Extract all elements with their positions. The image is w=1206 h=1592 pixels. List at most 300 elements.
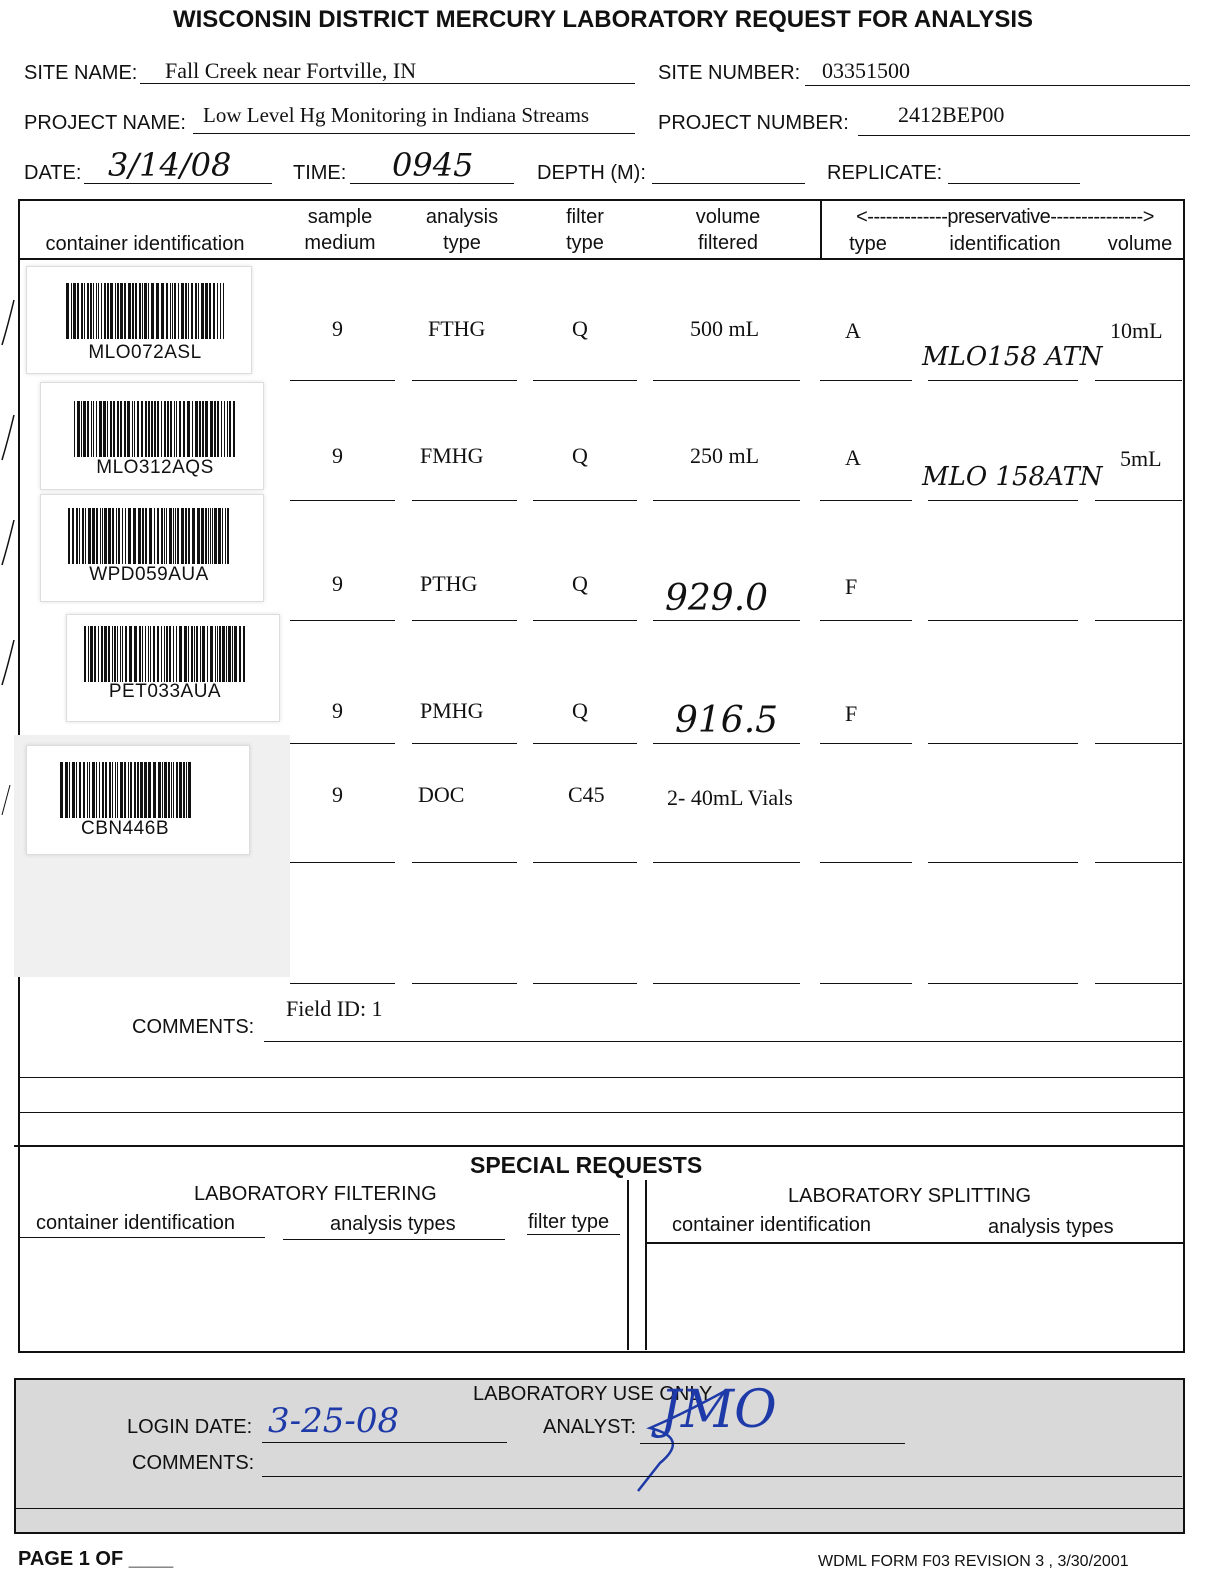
barcode-bar	[128, 762, 129, 818]
row-underline	[653, 983, 800, 984]
barcode-bar	[222, 508, 223, 564]
row-underline	[533, 500, 637, 501]
row1-pres-type: A	[845, 318, 861, 343]
barcode-bar	[138, 508, 141, 564]
barcode-bar	[145, 508, 147, 564]
row-underline	[412, 983, 517, 984]
replicate-label: REPLICATE:	[827, 162, 943, 184]
row5-filter: C45	[568, 782, 605, 807]
barcode-bar	[144, 762, 147, 818]
barcode-bar	[122, 626, 123, 682]
barcode-bar	[186, 762, 187, 818]
barcode-bar	[229, 401, 231, 457]
barcode-bar	[134, 626, 137, 682]
barcode-bar	[154, 401, 156, 457]
row-underline	[820, 983, 912, 984]
barcode-bar	[99, 762, 100, 818]
barcode-bar	[174, 401, 175, 457]
barcode-bar	[109, 762, 111, 818]
barcode-bar	[201, 508, 204, 564]
barcode-bar	[223, 283, 224, 339]
row-underline	[820, 380, 912, 381]
barcode-bar	[104, 508, 107, 564]
row-underline	[533, 862, 637, 863]
barcode-bar	[188, 626, 189, 682]
project-name-label: PROJECT NAME:	[24, 112, 186, 134]
row1-pres-id: MLO158 ATN	[922, 342, 1103, 372]
barcode-bar	[139, 283, 141, 339]
barcode-bar	[176, 762, 178, 818]
barcode-bar	[179, 401, 181, 457]
barcode-bar	[243, 626, 245, 682]
barcode-bar	[100, 508, 101, 564]
lab-splitting-title: LABORATORY SPLITTING	[788, 1185, 1032, 1207]
barcode-bar	[148, 401, 150, 457]
barcode-bar	[104, 626, 107, 682]
barcode-bar	[94, 626, 96, 682]
barcode-bar	[197, 508, 200, 564]
barcode-bar	[128, 283, 131, 339]
barcode-bar	[107, 401, 108, 457]
barcode-bar	[166, 508, 167, 564]
barcode-bar	[142, 283, 143, 339]
barcode-bar	[183, 401, 185, 457]
col-analysis-type: analysis type	[425, 206, 499, 254]
site-name-value[interactable]: Fall Creek near Fortville, IN	[165, 58, 417, 83]
barcode-bar	[96, 762, 97, 818]
barcode-bar	[77, 401, 80, 457]
barcode-bar	[145, 401, 147, 457]
barcode-bar	[66, 283, 69, 339]
barcode-bar	[148, 283, 149, 339]
lab-filtering-container-col: container identification	[36, 1212, 236, 1234]
barcode-bar	[116, 508, 117, 564]
site-number-label: SITE NUMBER:	[658, 62, 801, 84]
barcode-bar	[129, 626, 132, 682]
barcode-bar	[141, 401, 143, 457]
barcode-bar	[88, 626, 89, 682]
barcode-bar	[164, 401, 166, 457]
barcode-bar	[115, 283, 116, 339]
barcode-bar	[117, 401, 119, 457]
barcode-bar	[185, 283, 187, 339]
barcode-bar	[76, 762, 77, 818]
col-pres-volume: volume	[1107, 233, 1173, 255]
barcode-bar	[195, 401, 198, 457]
barcode-bar	[96, 401, 97, 457]
barcode-bar	[191, 283, 193, 339]
barcode-bar	[232, 626, 233, 682]
barcode-bar	[60, 762, 63, 818]
barcode-bar	[148, 762, 151, 818]
form-title: WISCONSIN DISTRICT MERCURY LABORATORY REQUEST FOR ANALYSIS	[172, 6, 1034, 33]
row-underline	[290, 620, 395, 621]
barcode-bar	[69, 762, 70, 818]
row-underline	[820, 862, 912, 863]
barcode-bar	[130, 762, 132, 818]
lab-filtering-analysis-col: analysis types	[330, 1213, 456, 1235]
row2-pres-type: A	[845, 445, 861, 470]
barcode-bar	[215, 626, 216, 682]
row-underline	[928, 620, 1078, 621]
barcode-bar	[96, 508, 98, 564]
barcode-bar	[171, 762, 172, 818]
barcode-bar	[84, 626, 86, 682]
barcode-bar	[90, 283, 92, 339]
row-underline	[928, 500, 1078, 501]
row4-volume-filtered: 916.5	[675, 700, 779, 741]
barcode-bar	[103, 401, 106, 457]
barcode-bar	[217, 283, 218, 339]
barcode-bar	[173, 626, 174, 682]
container-id-1: MLO072ASL	[88, 342, 202, 363]
barcode-bar	[93, 401, 94, 457]
barcode-bar	[98, 626, 99, 682]
barcode-bar	[161, 626, 162, 682]
barcode-bar	[173, 762, 174, 818]
comments-label: COMMENTS:	[132, 1016, 255, 1038]
col-volume-filtered: volume filtered	[695, 206, 761, 254]
row-underline	[1095, 983, 1182, 984]
barcode-bar	[199, 401, 201, 457]
barcode-bar	[233, 401, 235, 457]
barcode-4	[84, 626, 246, 682]
comments-value[interactable]: Field ID: 1	[286, 996, 383, 1021]
barcode-bar	[210, 626, 213, 682]
signature-stroke	[630, 1383, 740, 1495]
barcode-bar	[92, 762, 95, 818]
barcode-bar	[148, 626, 149, 682]
row3-analysis: PTHG	[420, 571, 478, 596]
barcode-bar	[137, 762, 139, 818]
barcode-2	[74, 401, 236, 457]
barcode-bar	[220, 283, 221, 339]
row-underline	[820, 743, 912, 744]
barcode-bar	[142, 626, 143, 682]
row1-analysis: FTHG	[428, 316, 486, 341]
barcode-bar	[195, 283, 197, 339]
barcode-bar	[127, 401, 130, 457]
barcode-bar	[187, 401, 190, 457]
barcode-bar	[91, 401, 92, 457]
row-underline	[928, 862, 1078, 863]
analyst-label: ANALYST:	[543, 1416, 636, 1438]
barcode-bar	[175, 508, 176, 564]
time-value[interactable]: 0945	[392, 146, 474, 184]
barcode-bar	[178, 283, 179, 339]
row-underline	[928, 380, 1078, 381]
barcode-bar	[205, 508, 207, 564]
row-underline	[928, 983, 1078, 984]
row-underline	[653, 380, 800, 381]
barcode-bar	[222, 626, 225, 682]
row-underline	[533, 380, 637, 381]
barcode-bar	[124, 401, 126, 457]
barcode-bar	[209, 283, 211, 339]
barcode-bar	[166, 283, 168, 339]
barcode-bar	[115, 762, 116, 818]
lab-filtering-title: LABORATORY FILTERING	[194, 1183, 437, 1205]
row1-medium: 9	[332, 316, 343, 341]
barcode-bar	[164, 626, 165, 682]
barcode-bar	[128, 508, 131, 564]
barcode-bar	[68, 508, 70, 564]
date-label: DATE:	[24, 162, 82, 184]
row3-medium: 9	[332, 571, 343, 596]
barcode-bar	[161, 401, 162, 457]
barcode-bar	[90, 626, 93, 682]
row3-pres-type: F	[845, 574, 858, 599]
row-underline	[412, 620, 517, 621]
row2-analysis: FMHG	[420, 443, 484, 468]
barcode-bar	[201, 283, 204, 339]
barcode-bar	[228, 626, 231, 682]
barcode-bar	[157, 401, 159, 457]
margin-marks	[0, 280, 20, 840]
barcode-bar	[174, 283, 176, 339]
barcode-bar	[169, 626, 171, 682]
barcode-bar	[108, 626, 110, 682]
barcode-bar	[214, 401, 216, 457]
date-value[interactable]: 3/14/08	[108, 146, 232, 184]
col-preservative: <-------------preservative--------------->	[856, 206, 1154, 228]
barcode-bar	[125, 508, 126, 564]
barcode-bar	[135, 283, 137, 339]
barcode-bar	[200, 626, 201, 682]
container-id-2: MLO312AQS	[96, 457, 214, 478]
row3-filter: Q	[572, 571, 588, 596]
barcode-bar	[170, 283, 171, 339]
row-underline	[533, 983, 637, 984]
barcode-bar	[176, 626, 177, 682]
barcode-bar	[120, 762, 123, 818]
barcode-bar	[72, 762, 75, 818]
barcode-bar	[93, 283, 94, 339]
barcode-bar	[192, 508, 195, 564]
barcode-bar	[65, 762, 68, 818]
row-underline	[928, 743, 1078, 744]
barcode-bar	[188, 762, 191, 818]
row-underline	[1095, 620, 1182, 621]
analyst-signature[interactable]: JMO	[660, 1380, 777, 1440]
barcode-bar	[173, 508, 174, 564]
barcode-bar	[101, 626, 103, 682]
barcode-bar	[110, 401, 112, 457]
barcode-bar	[87, 401, 89, 457]
barcode-bar	[167, 401, 169, 457]
barcode-bar	[85, 508, 86, 564]
barcode-bar	[202, 401, 204, 457]
barcode-bar	[98, 283, 99, 339]
barcode-bar	[117, 762, 118, 818]
barcode-bar	[181, 283, 184, 339]
barcode-1	[66, 283, 226, 339]
barcode-bar	[112, 626, 113, 682]
container-id-5: CBN446B	[81, 818, 169, 839]
barcode-bar	[205, 401, 208, 457]
barcode-bar	[198, 283, 199, 339]
barcode-bar	[72, 508, 74, 564]
barcode-bar	[188, 283, 189, 339]
row1-pres-volume: 10mL	[1110, 318, 1163, 343]
form-id: WDML FORM F03 REVISION 3 , 3/30/2001	[818, 1553, 1129, 1570]
barcode-bar	[217, 626, 218, 682]
barcode-bar	[118, 508, 120, 564]
barcode-bar	[84, 283, 85, 339]
barcode-bar	[183, 762, 185, 818]
barcode-bar	[157, 508, 159, 564]
row-underline	[290, 380, 395, 381]
row-underline	[412, 500, 517, 501]
barcode-bar	[145, 626, 146, 682]
barcode-bar	[144, 283, 147, 339]
row-underline	[653, 500, 800, 501]
barcode-bar	[117, 283, 119, 339]
barcode-bar	[161, 508, 163, 564]
barcode-bar	[83, 401, 86, 457]
row4-analysis: PMHG	[420, 698, 484, 723]
row-underline	[653, 862, 800, 863]
barcode-bar	[125, 626, 127, 682]
barcode-bar	[87, 283, 89, 339]
barcode-bar	[73, 283, 76, 339]
barcode-bar	[162, 762, 163, 818]
barcode-bar	[79, 508, 80, 564]
row2-pres-volume: 5mL	[1120, 446, 1162, 471]
login-date-value[interactable]: 3-25-08	[268, 1401, 400, 1441]
barcode-bar	[179, 626, 182, 682]
barcode-bar	[112, 762, 113, 818]
barcode-bar	[239, 626, 241, 682]
row3-volume-filtered: 929.0	[665, 578, 769, 619]
barcode-bar	[168, 762, 170, 818]
barcode-bar	[134, 762, 136, 818]
barcode-bar	[89, 762, 90, 818]
barcode-bar	[137, 401, 139, 457]
row-underline	[412, 380, 517, 381]
row-underline	[412, 862, 517, 863]
row-underline	[290, 862, 395, 863]
barcode-bar	[77, 283, 79, 339]
row2-pres-id: MLO 158ATN	[922, 462, 1103, 492]
row-underline	[290, 983, 395, 984]
site-number-value[interactable]: 03351500	[822, 58, 910, 83]
project-name-value[interactable]: Low Level Hg Monitoring in Indiana Streams	[203, 103, 590, 127]
barcode-bar	[82, 508, 84, 564]
row-underline	[653, 620, 800, 621]
barcode-bar	[192, 401, 193, 457]
barcode-bar	[81, 401, 82, 457]
lab-splitting-container-col: container identification	[672, 1214, 872, 1236]
barcode-bar	[87, 762, 88, 818]
row2-filter: Q	[572, 443, 588, 468]
barcode-bar	[226, 626, 227, 682]
col-filter-type: filter type	[566, 206, 604, 254]
barcode-bar	[188, 508, 190, 564]
barcode-bar	[158, 762, 161, 818]
barcode-bar	[212, 508, 213, 564]
barcode-bar	[112, 508, 114, 564]
barcode-bar	[169, 508, 172, 564]
lab-comments-label: COMMENTS:	[132, 1452, 255, 1474]
barcode-bar	[88, 508, 91, 564]
barcode-bar	[110, 283, 113, 339]
barcode-bar	[170, 401, 172, 457]
barcode-bar	[177, 508, 179, 564]
barcode-bar	[221, 401, 222, 457]
barcode-bar	[208, 508, 209, 564]
barcode-bar	[164, 762, 167, 818]
row-underline	[1095, 862, 1182, 863]
barcode-bar	[196, 626, 198, 682]
barcode-bar	[185, 508, 187, 564]
barcode-bar	[83, 762, 85, 818]
lab-use-title: LABORATORY USE ONLY	[473, 1383, 713, 1405]
barcode-bar	[227, 508, 229, 564]
barcode-bar	[210, 401, 213, 457]
special-requests-title: SPECIAL REQUESTS	[470, 1152, 703, 1178]
row2-volume-filtered: 250 mL	[690, 443, 760, 468]
col-pres-type: type	[849, 233, 887, 255]
barcode-bar	[99, 401, 102, 457]
barcode-bar	[81, 283, 83, 339]
barcode-bar	[122, 508, 123, 564]
row4-pres-type: F	[845, 701, 858, 726]
row-underline	[653, 743, 800, 744]
barcode-bar	[217, 401, 219, 457]
barcode-bar	[114, 626, 116, 682]
container-id-4: PET033AUA	[108, 681, 222, 702]
project-number-value[interactable]: 2412BEP00	[898, 102, 1005, 127]
row5-volume-filtered: 2- 40mL Vials	[667, 785, 793, 810]
barcode-bar	[166, 626, 168, 682]
row1-volume-filtered: 500 mL	[690, 316, 760, 341]
barcode-bar	[202, 626, 205, 682]
barcode-bar	[113, 401, 115, 457]
login-date-label: LOGIN DATE:	[127, 1416, 253, 1438]
barcode-bar	[164, 508, 165, 564]
barcode-bar	[120, 283, 123, 339]
row-underline	[1095, 743, 1182, 744]
row-underline	[533, 620, 637, 621]
project-number-label: PROJECT NUMBER:	[658, 112, 849, 134]
row5-analysis: DOC	[418, 782, 465, 807]
row-underline	[412, 743, 517, 744]
barcode-bar	[107, 283, 109, 339]
barcode-bar	[132, 401, 133, 457]
barcode-bar	[194, 626, 195, 682]
row-underline	[290, 743, 395, 744]
barcode-bar	[176, 401, 177, 457]
barcode-bar	[191, 626, 193, 682]
lab-filtering-filter-col: filter type	[528, 1211, 610, 1233]
barcode-bar	[140, 762, 143, 818]
barcode-bar	[117, 626, 118, 682]
barcode-bar	[133, 508, 136, 564]
col-pres-identification: identification	[949, 233, 1061, 255]
barcode-bar	[213, 283, 215, 339]
row-underline	[820, 620, 912, 621]
barcode-bar	[124, 283, 126, 339]
barcode-bar	[142, 508, 144, 564]
col-sample-medium: sample medium	[304, 206, 376, 254]
barcode-bar	[225, 508, 226, 564]
barcode-bar	[234, 626, 237, 682]
barcode-bar	[153, 762, 156, 818]
row4-medium: 9	[332, 698, 343, 723]
row-underline	[1095, 500, 1182, 501]
row1-filter: Q	[572, 316, 588, 341]
